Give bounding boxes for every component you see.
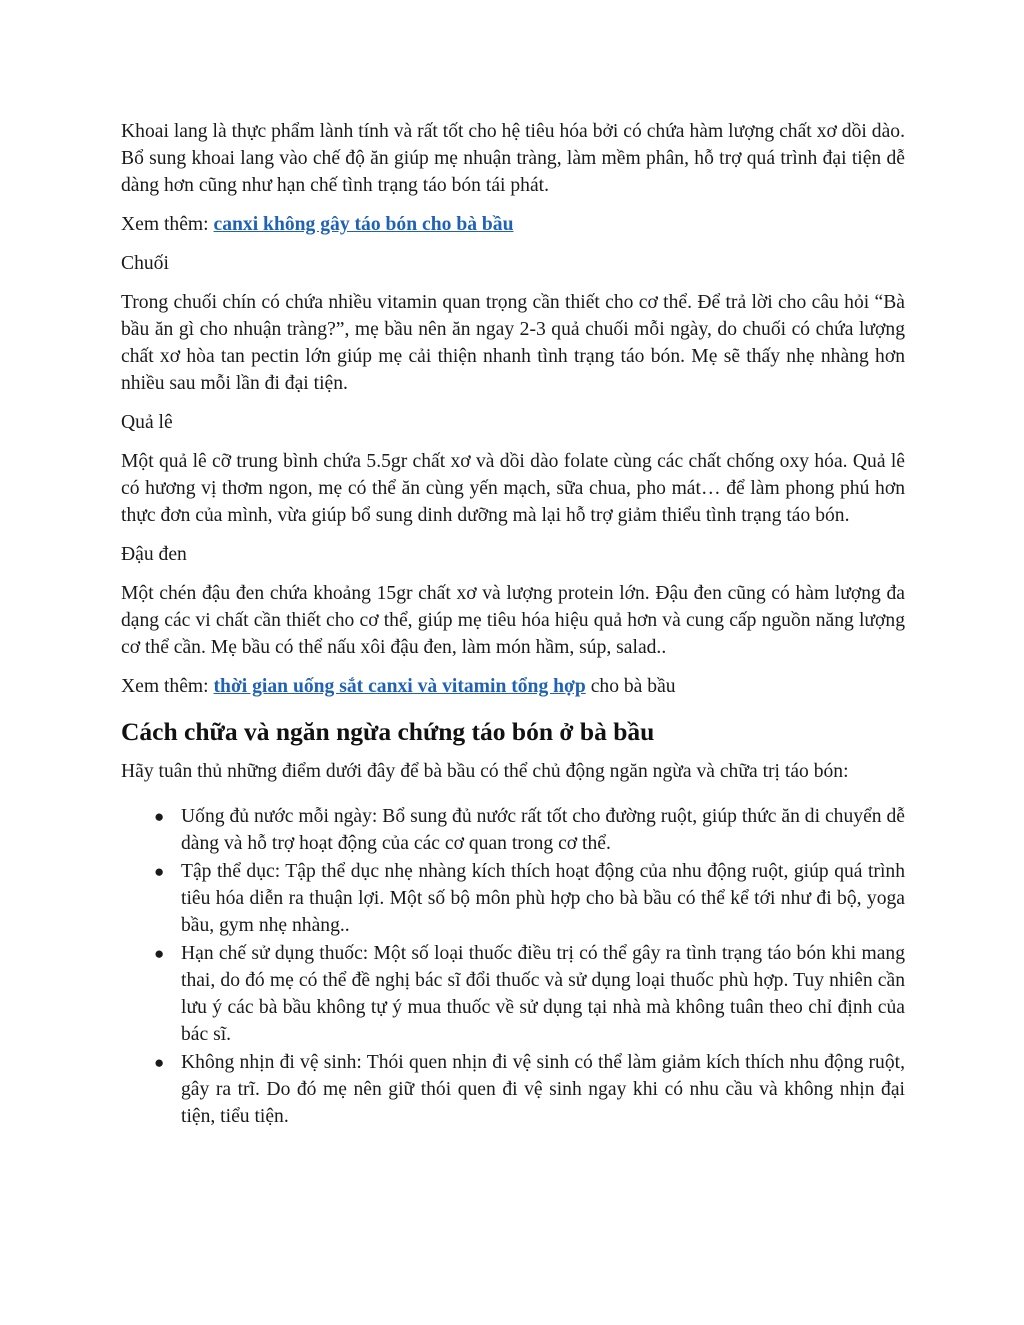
see-more-1: [121, 211, 905, 238]
bullet-icon: ●: [154, 862, 165, 881]
bullet-icon: ●: [154, 1053, 165, 1072]
paragraph-black-bean: Một chén đậu đen chứa khoảng 15gr chất xơ và lượng protein lớn. Đậu đen cũng có hàm lượng đa dạng các vi chất cần thiết cho cơ thể, giúp mẹ tiêu hóa hiệu quả hơn và cung cấp nguồn năng lượng cơ thể cần. Mẹ bầu có thể nấu xôi đậu đen, làm món hầm, súp, salad..: [121, 583, 905, 658]
subheading-black-bean: Đậu đen: [121, 544, 187, 565]
subheading-banana: Chuối: [121, 253, 169, 274]
paragraph-banana: Trong chuối chín có chứa nhiều vitamin quan trọng cần thiết cho cơ thể. Để trả lời cho câu hỏi “Bà bầu ăn gì cho nhuận tràng?”, mẹ bầu nên ăn ngay 2-3 quả chuối mỗi ngày, do chuối có chứa lượng chất xơ hòa tan pectin lớn giúp mẹ cải thiện nhanh tình trạng táo bón. Mẹ sẽ thấy nhẹ nhàng hơn nhiều sau mỗi lần đi đại tiện.: [121, 292, 905, 394]
list-item-text: Hạn chế sử dụng thuốc: Một số loại thuốc điều trị có thể gây ra tình trạng táo bón khi mang thai, do đó mẹ có thể đề nghị bác sĩ đổi thuốc và sử dụng loại thuốc phù hợp. Tuy nhiên cần lưu ý các bà bầu không tự ý mua thuốc về sử dụng tại nhà mà không tuân theo chỉ định của bác sĩ.: [181, 943, 905, 1045]
list-item-text: Tập thể dục: Tập thể dục nhẹ nhàng kích thích hoạt động của nhu động ruột, giúp quá trình tiêu hóa diễn ra thuận lợi. Một số bộ môn phù hợp cho bà bầu có thể kể tới như đi bộ, yoga bầu, gym nhẹ nhàng..: [181, 861, 905, 936]
see-more-2-suffix: cho bà bầu: [585, 676, 676, 697]
bullet-icon: ●: [154, 807, 165, 826]
link-iron-calcium-vitamin-timing[interactable]: thời gian uống sắt canxi và vitamin tổng hợp: [213, 676, 586, 697]
list-item: [121, 1049, 905, 1130]
bullet-icon: ●: [154, 944, 165, 963]
list-item: [121, 858, 905, 939]
see-more-1-prefix: Xem thêm:: [121, 214, 214, 235]
section-intro: Hãy tuân thủ những điểm dưới đây để bà bầu có thể chủ động ngăn ngừa và chữa trị táo bón:: [121, 761, 849, 782]
list-item-text: Không nhịn đi vệ sinh: Thói quen nhịn đi vệ sinh có thể làm giảm kích thích nhu động ruột, gây ra trĩ. Do đó mẹ nên giữ thói quen đi vệ sinh ngay khi có nhu cầu và không nhịn đại tiện, tiểu tiện.: [181, 1052, 905, 1127]
list-item: [121, 940, 905, 1048]
list-item-text: Uống đủ nước mỗi ngày: Bổ sung đủ nước rất tốt cho đường ruột, giúp thức ăn di chuyển dễ dàng và hỗ trợ hoạt động của các cơ quan trong cơ thể.: [181, 806, 905, 854]
see-more-2-prefix: Xem thêm:: [121, 676, 214, 697]
paragraph-pear: Một quả lê cỡ trung bình chứa 5.5gr chất xơ và dồi dào folate cùng các chất chống oxy hóa. Quả lê có hương vị thơm ngon, mẹ có thể ăn cùng yến mạch, sữa chua, pho mát… để làm phong phú hơn thực đơn của mình, vừa giúp bổ sung dinh dưỡng mà lại hỗ trợ giảm thiểu tình trạng táo bón.: [121, 451, 905, 526]
link-calcium-no-constipation[interactable]: canxi không gây táo bón cho bà bầu: [213, 214, 514, 235]
section-title: Cách chữa và ngăn ngừa chứng táo bón ở bà bầu: [121, 717, 655, 746]
tips-list: [121, 803, 905, 1130]
paragraph-sweet-potato: Khoai lang là thực phẩm lành tính và rất tốt cho hệ tiêu hóa bởi có chứa hàm lượng chất xơ dồi dào. Bổ sung khoai lang vào chế độ ăn giúp mẹ nhuận tràng, làm mềm phân, hỗ trợ quá trình đại tiện dễ dàng hơn cũng như hạn chế tình trạng táo bón tái phát.: [121, 121, 905, 196]
document-page: [121, 118, 905, 1131]
subheading-pear: Quả lê: [121, 412, 173, 433]
list-item: [121, 803, 905, 857]
see-more-2: [121, 673, 905, 700]
